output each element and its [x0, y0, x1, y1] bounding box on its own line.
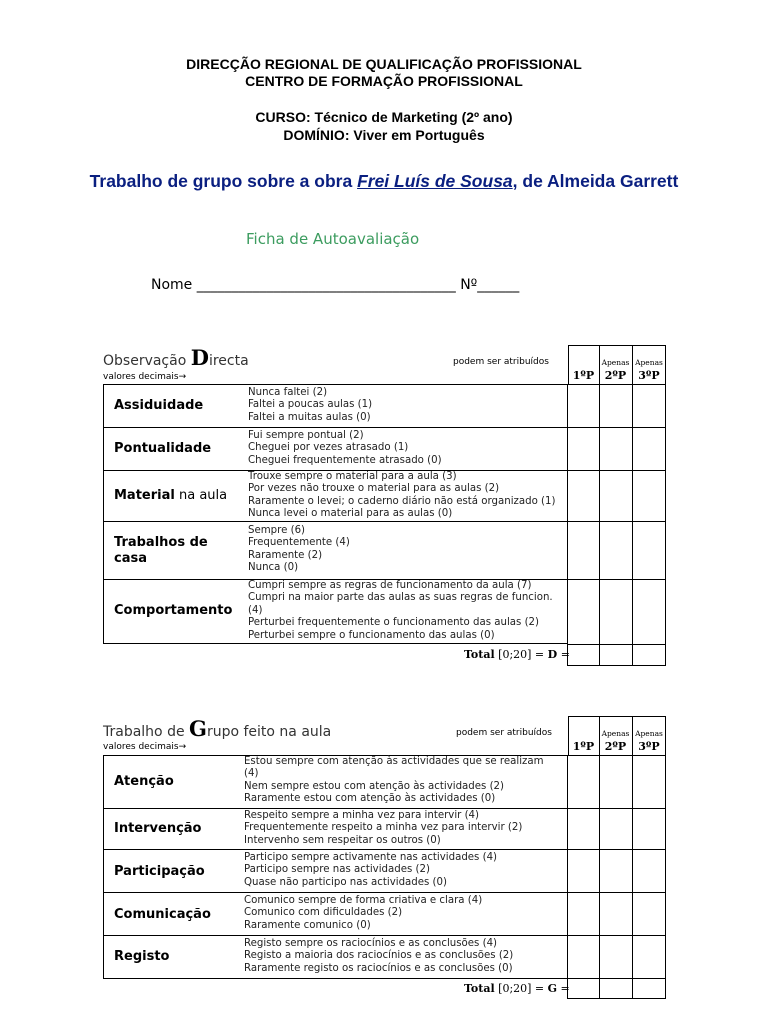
total-range: [0;20] = [494, 648, 548, 661]
criterion-options [248, 580, 553, 642]
criterion-row-comportamento [103, 579, 568, 644]
criterion-label: Atenção [114, 774, 174, 789]
column-3p-apenas: Apenas [635, 729, 663, 738]
criterion-label [114, 535, 208, 567]
column-2p: 2ºP [604, 369, 627, 382]
option: Participo sempre nas actividades (2) [244, 864, 430, 876]
criterion-row-registo [103, 935, 568, 979]
total-word: Total [464, 982, 495, 995]
option: Raramente o levei; o caderno diário não está organizado (1) [248, 495, 556, 507]
option: Participo sempre activamente nas actividades (4) [244, 852, 498, 863]
section-g-subtitle: valores decimais→ [103, 742, 187, 752]
criterion-options [248, 430, 442, 467]
column-3p-apenas: Apenas [635, 358, 663, 367]
criterion-options [244, 756, 544, 806]
criterion-row-intervencao [103, 808, 568, 850]
form-title: Ficha de Autoavaliação [246, 230, 420, 248]
criterion-row-comunicacao [103, 892, 568, 936]
option: Frequentemente (4) [248, 537, 350, 549]
column-1p: 1ºP [572, 369, 595, 382]
total-range: [0;20] = [494, 982, 548, 995]
divider [632, 755, 633, 999]
option: Respeito sempre a minha vez para intervir (4) [244, 810, 480, 821]
column-2p: 2ºP [604, 740, 627, 753]
option: Faltei a poucas aulas (1) [248, 399, 373, 411]
option: Registo a maioria dos raciocínios e as conclusões (2) [244, 950, 514, 962]
name-number-line[interactable]: Nome _____________________________________ Nº______ [151, 277, 520, 293]
criterion-row-assiduidade [103, 384, 568, 428]
divider [567, 427, 666, 428]
option: Trouxe sempre o material para a aula (3) [248, 471, 457, 482]
criterion-options [244, 852, 497, 889]
divider [567, 935, 666, 936]
criterion-label: Participação [114, 864, 205, 879]
institution-name: DIRECÇÃO REGIONAL DE QUALIFICAÇÃO PROFISSIONAL [186, 56, 582, 72]
criterion-row-participacao [103, 849, 568, 893]
option: Cheguei por vezes atrasado (1) [248, 442, 409, 454]
centre-name: CENTRO DE FORMAÇÃO PROFISSIONAL [245, 73, 523, 89]
criterion-options [248, 525, 350, 575]
column-2p-apenas: Apenas [601, 358, 630, 367]
option: Estou sempre com atenção às actividades que se realizam [244, 756, 544, 767]
option: (4) [244, 768, 259, 780]
divider [599, 755, 600, 999]
criterion-row-pontualidade [103, 427, 568, 471]
section-g-total [464, 982, 570, 995]
work-title-prefix: Trabalho de grupo sobre a obra [89, 171, 358, 191]
criterion-row-material [103, 470, 568, 522]
criterion-label: Assiduidade [114, 398, 204, 413]
option: Nunca levei o material para as aulas (0) [248, 508, 453, 520]
criterion-label-extra: na aula [174, 488, 228, 503]
column-1p: 1ºP [572, 740, 595, 753]
section-g-title-post: rupo feito na aula [206, 724, 332, 740]
option: Faltei a muitas aulas (0) [248, 411, 371, 423]
column-2p-apenas: Apenas [601, 729, 630, 738]
total-eq: = [557, 982, 570, 995]
work-title [0, 171, 768, 192]
divider [567, 849, 666, 850]
option: Intervenho sem respeitar os outros (0) [244, 834, 441, 846]
option: Comunico sempre de forma criativa e clara (4) [244, 895, 483, 906]
option: Cumpri sempre as regras de funcionamento da aula (7) [248, 580, 532, 591]
column-3p: 3ºP [638, 369, 660, 382]
total-letter: G [547, 982, 558, 995]
option: Nem sempre estou com atenção às actividades (2) [244, 780, 504, 792]
total-eq: = [557, 648, 570, 661]
criterion-options [244, 810, 522, 847]
criterion-label-line2: casa [114, 551, 147, 566]
criterion-label: Registo [114, 949, 170, 964]
option: Raramente estou com atenção às actividades (0) [244, 793, 496, 805]
section-d-note: podem ser atribuídos [453, 357, 549, 367]
section-d-title-post: irecta [208, 353, 249, 369]
divider [567, 521, 666, 522]
option: Raramente registo os raciocínios e as conclusões (0) [244, 962, 513, 974]
section-g-note: podem ser atribuídos [456, 728, 552, 738]
criterion-label-main: Material [114, 488, 175, 503]
section-d-title-letter: D [190, 345, 209, 370]
divider [567, 892, 666, 893]
column-3p: 3ºP [638, 740, 660, 753]
option: Registo sempre os raciocínios e as conclusões (4) [244, 938, 498, 949]
divider [567, 579, 666, 580]
total-word: Total [464, 648, 495, 661]
criterion-label: Intervenção [114, 821, 202, 836]
option: Cumpri na maior parte das aulas as suas regras de funcion. [248, 592, 553, 604]
section-d-title [103, 345, 249, 370]
work-title-suffix: , de Almeida Garrett [512, 171, 679, 191]
option: Frequentemente respeito a minha vez para intervir (2) [244, 822, 523, 834]
option: Cheguei frequentemente atrasado (0) [248, 454, 442, 466]
criterion-label: Comunicação [114, 907, 211, 922]
criterion-options [248, 387, 372, 424]
criterion-label: Comportamento [114, 603, 233, 618]
section-g-title-pre: Trabalho de [103, 724, 190, 740]
divider [567, 808, 666, 809]
divider [567, 470, 666, 471]
section-g-score-grid [567, 755, 666, 999]
criterion-options [248, 471, 555, 521]
total-letter: D [547, 648, 558, 661]
criterion-label: Pontualidade [114, 441, 212, 456]
option: Fui sempre pontual (2) [248, 430, 364, 441]
criterion-row-trabalhos-de-casa [103, 521, 568, 580]
section-g-title-letter: G [189, 716, 207, 741]
option: Perturbei frequentemente o funcionamento das aulas (2) [248, 617, 540, 629]
option: Raramente comunico (0) [244, 919, 371, 931]
option: Por vezes não trouxe o material para as aulas (2) [248, 483, 500, 495]
option: Nunca faltei (2) [248, 387, 328, 398]
course-line: CURSO: Técnico de Marketing (2º ano) [255, 109, 513, 125]
section-d-title-pre: Observação [103, 353, 191, 369]
option: Perturbei sempre o funcionamento das aulas (0) [248, 629, 495, 641]
option: Comunico com dificuldades (2) [244, 907, 403, 919]
option: Nunca (0) [248, 562, 299, 574]
option: (4) [248, 604, 263, 616]
divider [567, 978, 666, 979]
domain-line: DOMÍNIO: Viver em Português [283, 127, 485, 143]
section-g-title [103, 716, 331, 741]
criterion-options [244, 895, 482, 932]
criterion-row-atencao [103, 755, 568, 809]
section-d-total [464, 648, 570, 661]
section-d-subtitle: valores decimais→ [103, 372, 187, 382]
criterion-label [114, 488, 227, 504]
criterion-label-line1: Trabalhos de [114, 535, 208, 550]
work-title-book: Frei Luís de Sousa [357, 171, 513, 191]
option: Raramente (2) [248, 549, 323, 561]
criterion-options [244, 938, 513, 975]
option: Quase não participo nas actividades (0) [244, 876, 447, 888]
divider [567, 644, 666, 645]
option: Sempre (6) [248, 525, 306, 536]
